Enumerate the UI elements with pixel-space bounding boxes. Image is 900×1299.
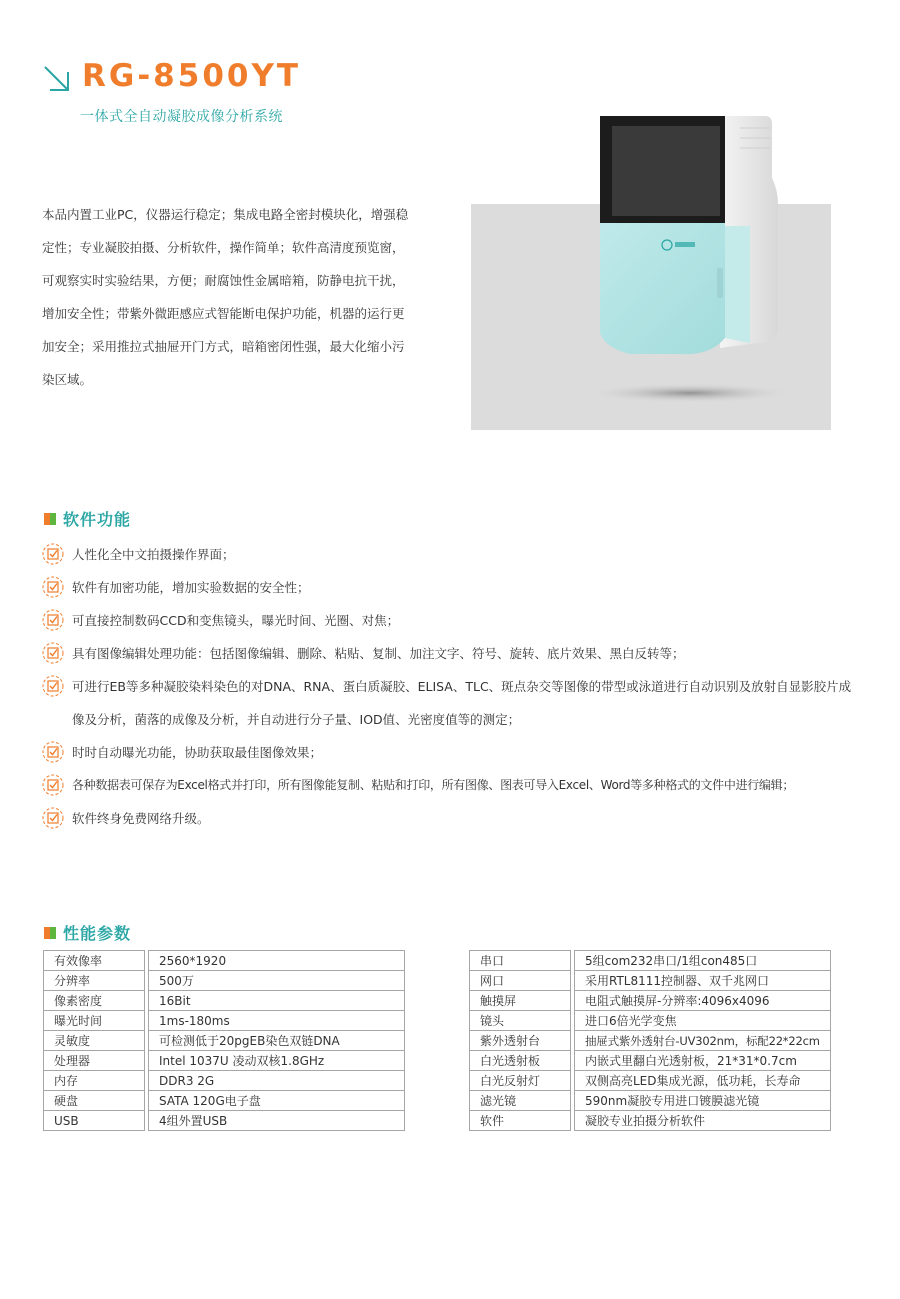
spec-key: 曝光时间: [44, 1011, 145, 1031]
software-section-heading: [44, 507, 131, 530]
spec-key: 分辨率: [44, 971, 145, 991]
spec-value: 590nm凝胶专用进口镀膜滤光镜: [575, 1091, 831, 1111]
checkbox-icon: [42, 675, 64, 697]
checkbox-icon: [42, 807, 64, 829]
list-item: [42, 637, 862, 670]
spec-key: 白光透射板: [470, 1051, 571, 1071]
table-row: [470, 1071, 831, 1091]
spec-key: 滤光镜: [470, 1091, 571, 1111]
spec-value: SATA 120G电子盘: [149, 1091, 405, 1111]
spec-key: 内存: [44, 1071, 145, 1091]
table-row: [44, 1091, 405, 1111]
spec-value: 5组com232串口/1组con485口: [575, 951, 831, 971]
table-row: [44, 971, 405, 991]
table-row: [44, 991, 405, 1011]
spec-key: 网口: [470, 971, 571, 991]
product-subtitle: 一体式全自动凝胶成像分析系统: [80, 109, 283, 125]
spec-value: 抽屉式紫外透射台-UV302nm，标配22*22cm: [575, 1031, 831, 1051]
spec-value: 双侧高亮LED集成光源，低功耗，长寿命: [575, 1071, 831, 1091]
spec-value: 2560*1920: [149, 951, 405, 971]
checkbox-icon: [42, 576, 64, 598]
checkbox-icon: [42, 543, 64, 565]
intro-paragraph: 本品内置工业PC，仪器运行稳定；集成电路全密封模块化，增强稳定性；专业凝胶拍摄、分析软件，操作简单；软件高清度预览窗，可观察实时实验结果，方便；耐腐蚀性金属暗箱，防静电抗干扰，增加安全性；带紫外微距感应式智能断电保护功能，机器的运行更加安全；采用推拉式抽屉开门方式，暗箱密闭性强，最大化缩小污染区域。: [42, 207, 409, 387]
table-row: [44, 1011, 405, 1031]
spec-key: 硬盘: [44, 1091, 145, 1111]
spec-value: 16Bit: [149, 991, 405, 1011]
list-item: [42, 769, 862, 802]
spec-key: 像素密度: [44, 991, 145, 1011]
table-row: [44, 951, 405, 971]
spec-value: 1ms-180ms: [149, 1011, 405, 1031]
spec-value: Intel 1037U 凌动双核1.8GHz: [149, 1051, 405, 1071]
table-row: [44, 1111, 405, 1131]
checkbox-icon: [42, 609, 64, 631]
gel-imager-photo: [560, 108, 820, 408]
table-row: [44, 1051, 405, 1071]
list-item: [42, 571, 862, 604]
spec-value: 4组外置USB: [149, 1111, 405, 1131]
table-row: [470, 1011, 831, 1031]
spec-key: 有效像率: [44, 951, 145, 971]
heading-square-icon: [44, 513, 56, 525]
table-row: [470, 1051, 831, 1071]
spec-value: 凝胶专业拍摄分析软件: [575, 1111, 831, 1131]
spec-key: 触摸屏: [470, 991, 571, 1011]
spec-key: 处理器: [44, 1051, 145, 1071]
feature-text: 软件有加密功能，增加实验数据的安全性；: [72, 580, 310, 595]
arrow-down-right-icon: [42, 64, 72, 94]
checkbox-icon: [42, 774, 64, 796]
spec-value: 电阻式触摸屏-分辨率:4096x4096: [575, 991, 831, 1011]
software-heading-text: 软件功能: [63, 510, 132, 529]
spec-table-left: [43, 950, 405, 1131]
spec-value: 采用RTL8111控制器、双千兆网口: [575, 971, 831, 991]
spec-key: 软件: [470, 1111, 571, 1131]
spec-value: 可检测低于20pgEB染色双链DNA: [149, 1031, 405, 1051]
checkbox-icon: [42, 741, 64, 763]
spec-key: 白光反射灯: [470, 1071, 571, 1091]
feature-text: 人性化全中文拍摄操作界面；: [72, 547, 235, 562]
list-item: [42, 736, 862, 769]
feature-text: 时时自动曝光功能，协助获取最佳图像效果；: [72, 745, 323, 760]
list-item: [42, 538, 862, 571]
heading-square-icon: [44, 927, 56, 939]
list-item: [42, 802, 862, 835]
spec-key: USB: [44, 1111, 145, 1131]
spec-value: 进口6倍光学变焦: [575, 1011, 831, 1031]
feature-text: 各种数据表可保存为Excel格式并打印，所有图像能复制、粘贴和打印，所有图像、图表可导入Excel、Word等多种格式的文件中进行编辑；: [72, 778, 795, 792]
spec-key: 串口: [470, 951, 571, 971]
spec-value: 500万: [149, 971, 405, 991]
feature-text: 软件终身免费网络升级。: [72, 811, 210, 826]
spec-table-right: [469, 950, 831, 1131]
checkbox-icon: [42, 642, 64, 664]
table-row: [470, 951, 831, 971]
feature-text: 可直接控制数码CCD和变焦镜头，曝光时间、光圈、对焦；: [72, 613, 400, 628]
table-row: [44, 1071, 405, 1091]
table-row: [470, 991, 831, 1011]
spec-value: DDR3 2G: [149, 1071, 405, 1091]
software-feature-list: [42, 538, 862, 835]
product-model-title: RG-8500YT: [82, 58, 302, 94]
table-row: [470, 1031, 831, 1051]
table-row: [470, 1091, 831, 1111]
spec-value: 内嵌式里翻白光透射板，21*31*0.7cm: [575, 1051, 831, 1071]
list-item: [42, 670, 862, 736]
table-row: [470, 1111, 831, 1131]
spec-key: 镜头: [470, 1011, 571, 1031]
spec-key: 灵敏度: [44, 1031, 145, 1051]
table-row: [44, 1031, 405, 1051]
table-row: [470, 971, 831, 991]
feature-text: 可进行EB等多种凝胶染料染色的对DNA、RNA、蛋白质凝胶、ELISA、TLC、斑点杂交等图像的带型或泳道进行自动识别及放射自显影胶片成像及分析，菌落的成像及分析，并自动进行分子量、IOD值、光密度值等的测定；: [72, 679, 852, 727]
list-item: [42, 604, 862, 637]
specs-heading-text: 性能参数: [63, 924, 132, 943]
spec-key: 紫外透射台: [470, 1031, 571, 1051]
specs-section-heading: [44, 921, 131, 944]
feature-text: 具有图像编辑处理功能：包括图像编辑、删除、粘贴、复制、加注文字、符号、旋转、底片效果、黑白反转等；: [72, 646, 685, 661]
